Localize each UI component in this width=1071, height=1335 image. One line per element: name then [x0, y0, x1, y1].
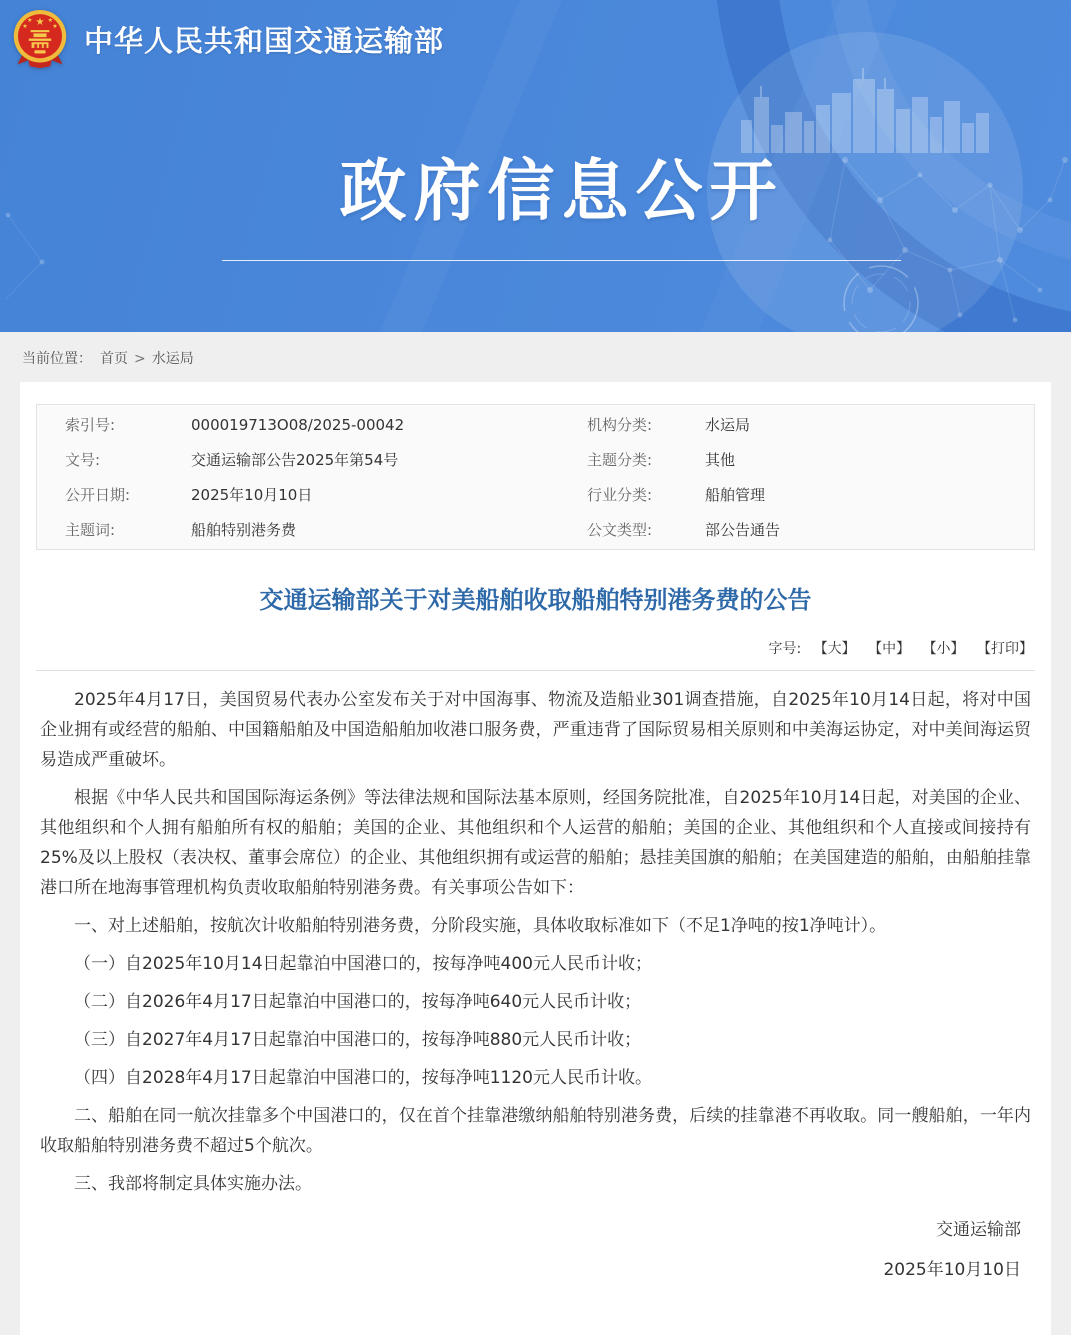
meta-label-keywords: 主题词:: [65, 521, 116, 539]
breadcrumb: [20, 332, 1051, 382]
svg-text:★: ★: [52, 22, 58, 30]
site-header: [10, 8, 444, 70]
meta-row: [37, 512, 1034, 547]
breadcrumb-current-link[interactable]: 水运局: [151, 351, 194, 367]
meta-value-doc-no: 交通运输部公告2025年第54号: [191, 451, 399, 469]
meta-label-index-no: 索引号:: [65, 416, 116, 434]
meta-value-topic-category: 其他: [705, 451, 736, 469]
meta-row: [37, 477, 1034, 512]
meta-label-doc-type: 公文类型:: [587, 521, 653, 539]
content-card: [20, 382, 1051, 1335]
meta-label-publish-date: 公开日期:: [65, 486, 131, 504]
article-paragraph: （一）自2025年10月14日起靠泊中国港口的，按每净吨400元人民币计收；: [74, 954, 652, 974]
meta-value-org-category: 水运局: [705, 416, 751, 434]
svg-text:★: ★: [26, 17, 33, 25]
national-emblem-icon: [10, 8, 70, 70]
article-paragraph: 三、我部将制定具体实施办法。: [74, 1174, 312, 1194]
meta-label-topic-category: 主题分类:: [587, 451, 653, 469]
article-paragraph: 一、对上述船舶，按航次计收船舶特别港务费，分阶段实施，具体收取标准如下（不足1净吨的按1净吨计）。: [74, 916, 887, 936]
meta-label-org-category: 机构分类:: [587, 416, 653, 434]
signature-date: 2025年10月10日: [883, 1260, 1021, 1280]
title-divider: [36, 670, 1035, 671]
font-size-large-button[interactable]: 【大】: [813, 641, 856, 657]
signature-issuer: 交通运输部: [936, 1220, 1021, 1240]
article-paragraph: 根据《中华人民共和国国际海运条例》等法律法规和国际法基本原则，经国务院批准，自2025年10月14日起，对美国的企业、其他组织和个人拥有船舶所有权的船舶；美国的企业、其他组织和个人运营的船舶；美国的企业、其他组织和个人直接或间接持有25%及以上股权（表决权、董事会席位）的企业、其他组织拥有或运营的船舶；悬挂美国旗的船舶；在美国建造的船舶，由船舶挂靠港口所在地海事管理机构负责收取船舶特别港务费。有关事项公告如下：: [40, 788, 1031, 898]
article-body: [36, 685, 1035, 1199]
meta-label-industry-category: 行业分类:: [587, 486, 653, 504]
banner-title: 政府信息公开: [339, 152, 784, 230]
svg-text:★: ★: [47, 17, 54, 25]
meta-value-doc-type: 部公告通告: [705, 521, 781, 539]
article-paragraph: （四）自2028年4月17日起靠泊中国港口的，按每净吨1120元人民币计收。: [74, 1068, 652, 1088]
document-title: 交通运输部关于对美船舶收取船舶特别港务费的公告: [259, 586, 812, 614]
meta-label-doc-no: 文号:: [65, 451, 101, 469]
site-name-link[interactable]: 中华人民共和国交通运输部: [84, 23, 445, 58]
document-meta-table: [36, 404, 1035, 550]
breadcrumb-separator: >: [134, 351, 146, 367]
meta-value-industry-category: 船舶管理: [705, 486, 766, 504]
font-size-controls: [36, 638, 1035, 658]
article-paragraph: （二）自2026年4月17日起靠泊中国港口的，按每净吨640元人民币计收；: [74, 992, 642, 1012]
svg-text:★: ★: [35, 15, 45, 28]
font-size-small-button[interactable]: 【小】: [922, 641, 965, 657]
article-paragraph: （三）自2027年4月17日起靠泊中国港口的，按每净吨880元人民币计收；: [74, 1030, 642, 1050]
font-size-medium-button[interactable]: 【中】: [868, 641, 911, 657]
meta-value-publish-date: 2025年10月10日: [191, 486, 313, 504]
meta-row: [37, 407, 1034, 442]
signature-block: [36, 1215, 1035, 1285]
svg-text:★: ★: [22, 22, 28, 30]
print-button[interactable]: 【打印】: [977, 641, 1033, 657]
banner: [0, 0, 1071, 332]
font-size-label: 字号:: [768, 641, 802, 657]
article-paragraph: 2025年4月17日，美国贸易代表办公室发布关于对中国海事、物流及造船业301调查措施，自2025年10月14日起，将对中国企业拥有或经营的船舶、中国籍船舶及中国造船舶加收港口服务费，严重违背了国际贸易相关原则和中美海运协定，对中美间海运贸易造成严重破坏。: [40, 690, 1031, 770]
breadcrumb-label: 当前位置：: [22, 351, 92, 367]
meta-value-index-no: 000019713O08/2025-00042: [191, 415, 405, 434]
meta-value-keywords: 船舶特别港务费: [191, 521, 297, 539]
article-paragraph: 二、船舶在同一航次挂靠多个中国港口的，仅在首个挂靠港缴纳船舶特别港务费，后续的挂靠港不再收取。同一艘船舶，一年内收取船舶特别港务费不超过5个航次。: [40, 1106, 1031, 1156]
banner-title-underline: [222, 260, 901, 261]
meta-row: [37, 442, 1034, 477]
breadcrumb-home-link[interactable]: 首页: [100, 351, 128, 367]
